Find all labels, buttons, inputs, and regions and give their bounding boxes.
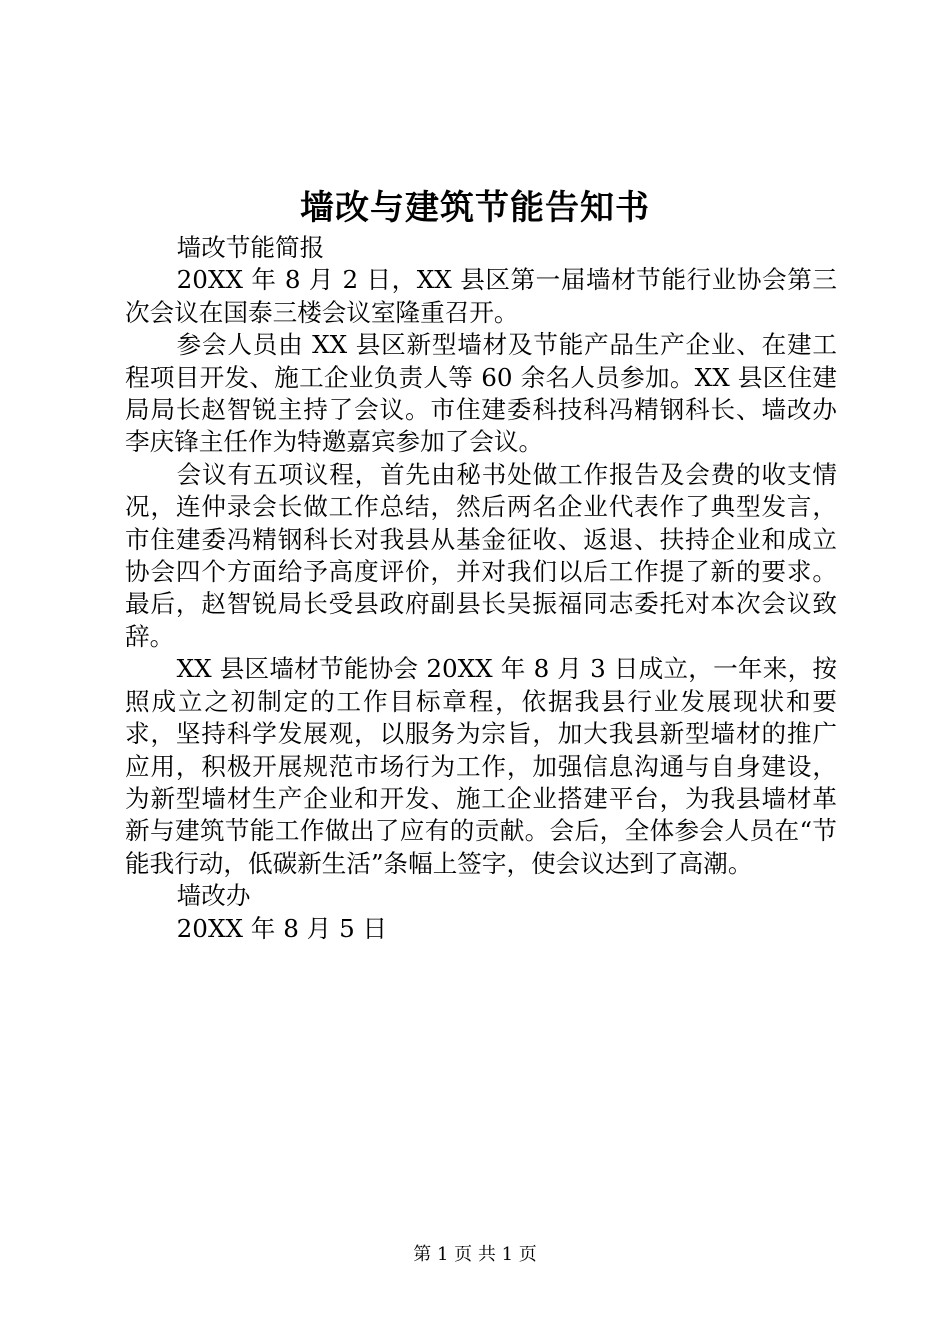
page-footer: 第 1 页 共 1 页 bbox=[413, 1244, 537, 1265]
paragraph-subtitle: 墙改节能简报 bbox=[176, 233, 325, 262]
paragraph-agenda: 会议有五项议程，首先由秘书处做工作报告及会费的收支情况，连仲录会长做工作总结，然后两名企业代表作了典型发言，市住建委冯精钢科长对我县从基金征收、返退、扶持企业和成立协会四个方面给予高度评价，并对我们以后工作提了新的要求。最后，赵智锐局长受县政府副县长吴振福同志委托对本次会议致辞。 bbox=[125, 459, 837, 651]
document-title: 墙改与建筑节能告知书 bbox=[300, 188, 650, 228]
paragraph-meeting-date: 20XX 年 8 月 2 日，XX 县区第一届墙材节能行业协会第三次会议在国泰三楼会议室隆重召开。 bbox=[125, 265, 837, 327]
paragraph-association: XX 县区墙材节能协会 20XX 年 8 月 3 日成立，一年来，按照成立之初制定的工作目标章程，依据我县行业发展现状和要求，坚持科学发展观，以服务为宗旨，加大我县新型墙材的推广应用，积极开展规范市场行为工作，加强信息沟通与自身建设，为新型墙材生产企业和开发、施工企业搭建平台，为我县墙材革新与建筑节能工作做出了应有的贡献。会后，全体参会人员在“节能我行动，低碳新生活”条幅上签字，使会议达到了高潮。 bbox=[125, 654, 837, 878]
paragraph-attendees: 参会人员由 XX 县区新型墙材及节能产品生产企业、在建工程项目开发、施工企业负责人等 60 余名人员参加。XX 县区住建局局长赵智锐主持了会议。市住建委科技科冯精钢科长、墙改办李庆锋主任作为特邀嘉宾参加了会议。 bbox=[125, 330, 837, 457]
signature-office: 墙改办 bbox=[176, 881, 251, 911]
document-body bbox=[125, 232, 837, 945]
signature-date: 20XX 年 8 月 5 日 bbox=[176, 913, 388, 943]
